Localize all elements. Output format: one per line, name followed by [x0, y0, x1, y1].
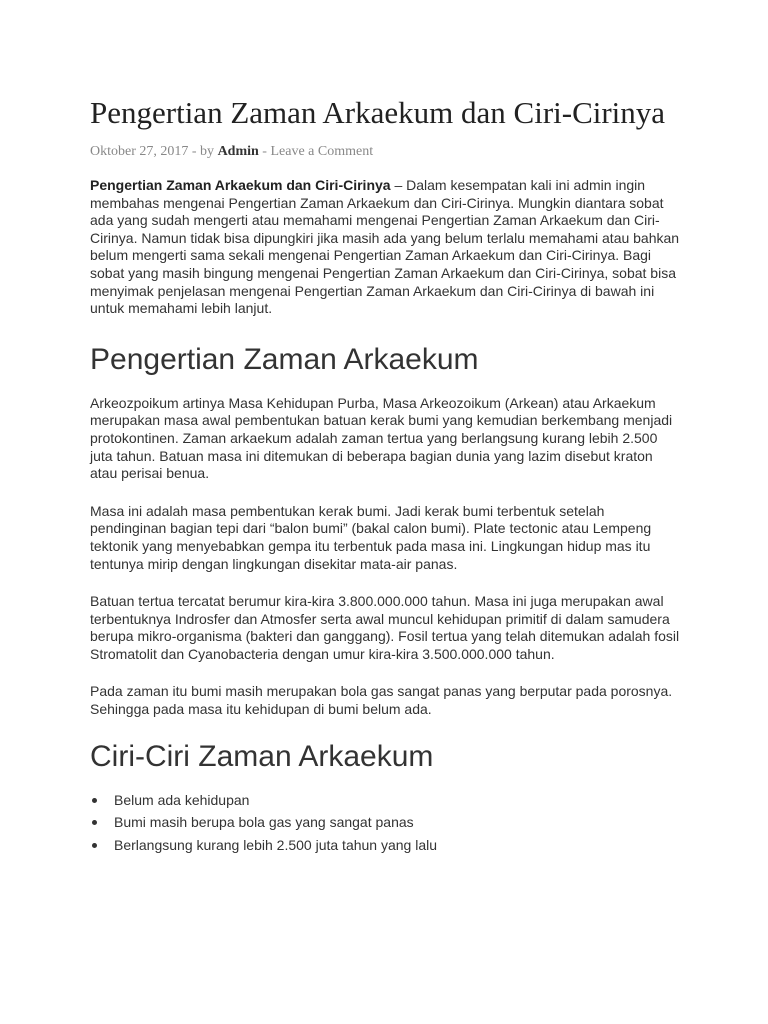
intro-text: – Dalam kesempatan kali ini admin ingin membahas mengenai Pengertian Zaman Arkaekum dan Ciri-Cirinya. Mungkin diantara sobat ada yang sudah mengerti atau memahami mengenai Pengertian Zaman Arkaekum dan Ciri-Cirinya. Namun tidak bisa dipungkiri jika masih ada yang belum terlalu memahami atau bahkan belum mengerti sama sekali mengenai Pengertian Zaman Arkaekum dan Ciri-Cirinya. Bagi sobat yang masih bingung mengenai Pengertian Zaman Arkaekum dan Ciri-Cirinya, sobat bisa menyimak penjelasan mengenai Pengertian Zaman Arkaekum dan Ciri-Cirinya di bawah ini untuk memahami lebih lanjut.	[90, 177, 680, 317]
article	[90, 95, 680, 856]
list-item-text: Bumi masih berupa bola gas yang sangat panas	[114, 814, 414, 831]
paragraph: Pada zaman itu bumi masih merupakan bola gas sangat panas yang berputar pada porosnya. Sehingga pada masa itu kehidupan di bumi belum ada.	[90, 683, 673, 718]
post-title: Pengertian Zaman Arkaekum dan Ciri-Cirinya	[90, 95, 666, 130]
author-link[interactable]: Admin	[217, 144, 259, 159]
bullet-icon	[92, 843, 97, 848]
list-item	[90, 789, 680, 812]
bullet-icon	[92, 820, 97, 825]
list-item	[90, 811, 680, 834]
bullet-icon	[92, 798, 97, 803]
paragraph: Batuan tertua tercatat berumur kira-kira 3.800.000.000 tahun. Masa ini juga merupakan awal terbentuknya Indrosfer dan Atmosfer serta awal muncul kehidupan primitif di dalam samudera berupa mikro-organisma (bakteri dan ganggang). Fosil tertua yang telah ditemukan adalah fosil Stromatolit dan Cyanobacteria dengan umur kira-kira 3.500.000.000 tahun.	[90, 593, 680, 662]
section-heading-ciri-ciri: Ciri-Ciri Zaman Arkaekum	[90, 739, 434, 773]
meta-separator: -	[258, 144, 271, 159]
section-heading-pengertian: Pengertian Zaman Arkaekum	[90, 342, 479, 376]
post-meta	[90, 143, 680, 161]
meta-separator: - by	[188, 144, 218, 159]
intro-paragraph	[90, 177, 680, 318]
post-date: Oktober 27, 2017	[90, 144, 189, 159]
leave-comment-link[interactable]: Leave a Comment	[270, 144, 374, 159]
list-item-text: Berlangsung kurang lebih 2.500 juta tahun yang lalu	[114, 836, 438, 853]
intro-bold-lead: Pengertian Zaman Arkaekum dan Ciri-Cirinya	[90, 177, 391, 193]
list-item-text: Belum ada kehidupan	[114, 791, 250, 808]
list-item	[90, 834, 680, 857]
ciri-ciri-list	[90, 789, 680, 857]
paragraph: Arkeozpoikum artinya Masa Kehidupan Purba, Masa Arkeozoikum (Arkean) atau Arkaekum merupakan masa awal pembentukan batuan kerak bumi yang kemudian berkembang menjadi protokontinen. Zaman arkaekum adalah zaman tertua yang berlangsung kurang lebih 2.500 juta tahun. Batuan masa ini ditemukan di beberapa bagian dunia yang lazim disebut kraton atau perisai benua.	[90, 394, 673, 482]
paragraph: Masa ini adalah masa pembentukan kerak bumi. Jadi kerak bumi terbentuk setelah pendinginan bagian tepi dari “balon bumi” (bakal calon bumi). Plate tectonic atau Lempeng tektonik yang menyebabkan gempa itu terbentuk pada masa ini. Lingkungan hidup mas itu tentunya mirip dengan lingkungan disekitar mata-air panas.	[90, 502, 652, 572]
